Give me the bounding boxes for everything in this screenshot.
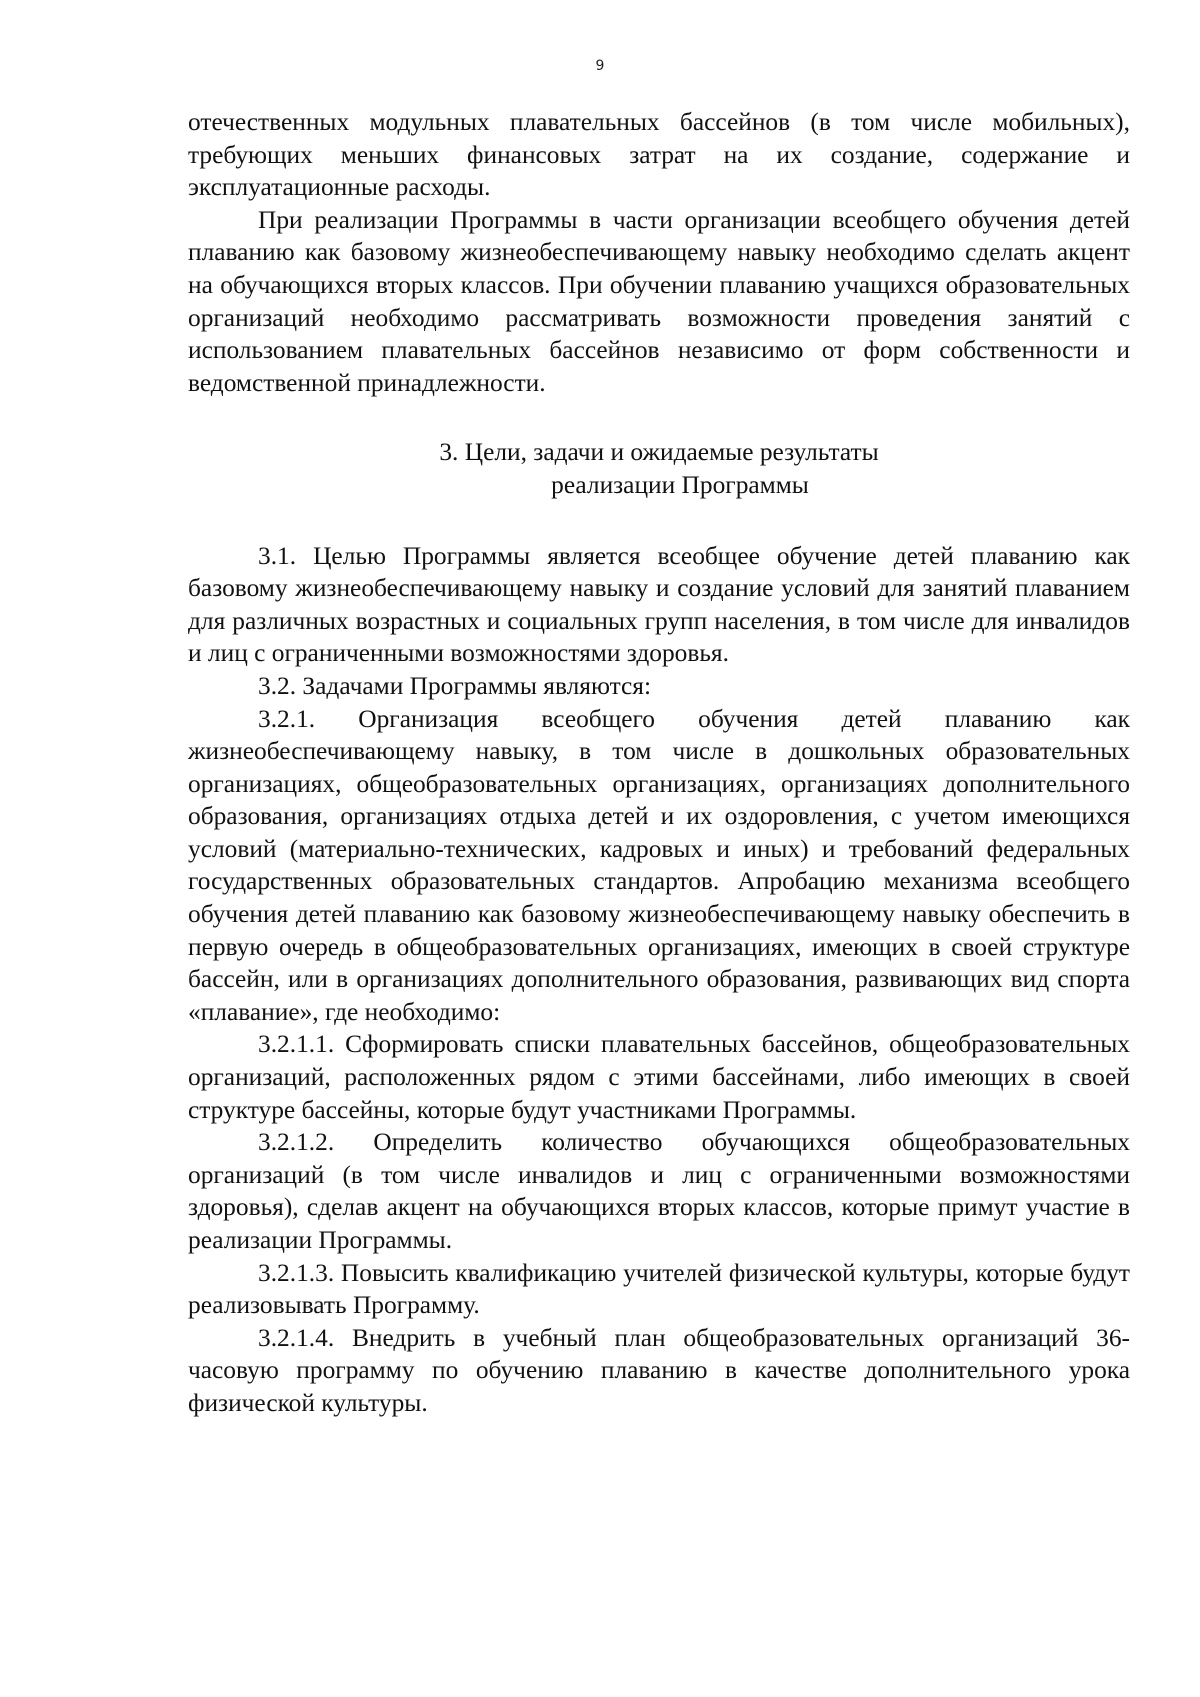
section-heading — [188, 436, 1130, 501]
intro-paragraph: При реализации Программы в части организации всеобщего обучения детей плаванию как базовому жизнеобеспечивающему навыку необходимо сделать акцент на обучающихся вторых классов. При обучении плаванию учащихся образовательных организаций необходимо рассматривать возможности проведения занятий с использованием плавательных бассейнов независимо от форм собственности и ведомственной принадлежности. — [188, 205, 1130, 397]
paragraph-3-2-1-3: 3.2.1.3. Повысить квалификацию учителей физической культуры, которые будут реализовывать Программу. — [188, 1258, 1130, 1320]
paragraph-3-2-1-2: 3.2.1.2. Определить количество обучающихся общеобразовательных организаций (в том числе инвалидов и лиц с ограниченными возможностями здоровья), сделав акцент на обучающихся вторых классов, которые примут участие в реализации Программы. — [188, 1128, 1130, 1254]
paragraph-3-2: 3.2. Задачами Программы являются: — [258, 671, 652, 700]
paragraph-3-2-1: 3.2.1. Организация всеобщего обучения детей плаванию как жизнеобеспечивающему навыку, в том числе в дошкольных образовательных организациях, общеобразовательных организациях, организациях дополнительного образования, организациях отдыха детей и их оздоровления, с учетом имеющихся условий (материально-технических, кадровых и иных) и требований федеральных государственных образовательных стандартов. Апробацию механизма всеобщего обучения детей плаванию как базовому жизнеобеспечивающему навыку обеспечить в первую очередь в общеобразовательных организациях, имеющих в своей структуре бассейн, или в организациях дополнительного образования, развивающих вид спорта «плавание», где необходимо: — [188, 704, 1130, 1026]
section-heading-line-2: реализации Программы — [551, 470, 809, 499]
paragraph-3-2-1-1: 3.2.1.1. Сформировать списки плавательных бассейнов, общеобразовательных организаций, расположенных рядом с этими бассейнами, либо имеющих в своей структуре бассейны, которые будут участниками Программы. — [188, 1030, 1130, 1124]
paragraph-3-1: 3.1. Целью Программы является всеобщее обучение детей плаванию как базовому жизнеобеспечивающему навыку и создание условий для занятий плаванием для различных возрастных и социальных групп населения, в том числе для инвалидов и лиц с ограниченными возможностями здоровья. — [188, 541, 1130, 668]
paragraph-3-2-1-4: 3.2.1.4. Внедрить в учебный план общеобразовательных организаций 36-часовую программу по обучению плаванию в качестве дополнительного урока физической культуры. — [188, 1323, 1130, 1417]
intro-continuation-paragraph: отечественных модульных плавательных бассейнов (в том числе мобильных), требующих меньших финансовых затрат на их создание, содержание и эксплуатационные расходы. — [188, 108, 1130, 202]
section-heading-line-1: 3. Цели, задачи и ожидаемые результаты — [439, 438, 879, 467]
document-body — [188, 106, 1130, 1420]
page-number: 9 — [595, 58, 605, 74]
